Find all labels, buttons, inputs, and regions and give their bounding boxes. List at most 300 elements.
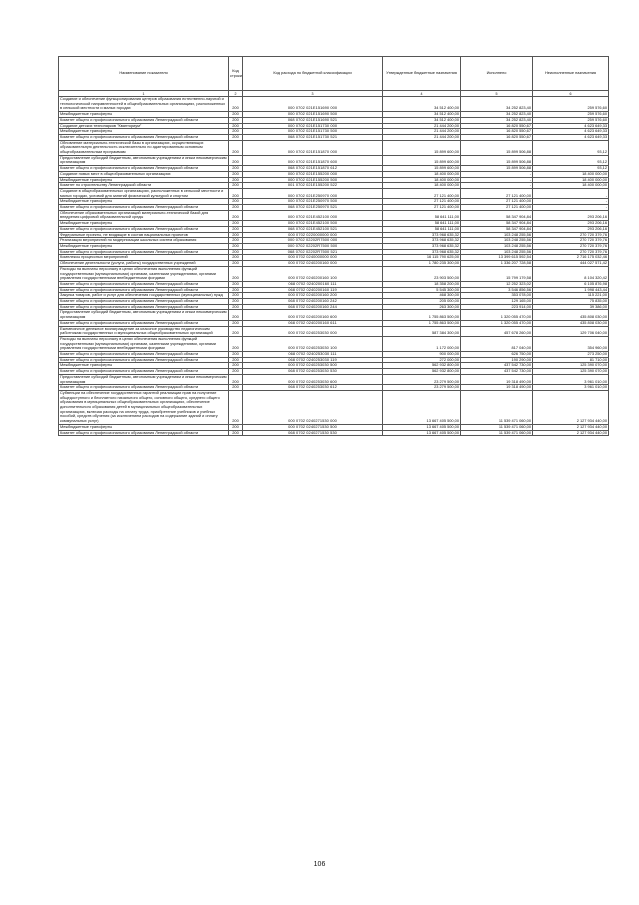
- row-executed: 16 820 550,67: [461, 129, 533, 135]
- row-line-code: 200: [229, 232, 243, 238]
- row-line-code: 200: [229, 281, 243, 287]
- row-budget-code: 068 0702 0240200160 611: [243, 320, 383, 326]
- row-name: Комитет общего и профессионального образования Ленинградской области: [59, 357, 229, 363]
- row-unexecuted: 259 576,60: [533, 112, 609, 118]
- row-line-code: 200: [229, 287, 243, 293]
- row-executed: 353 078,00: [461, 293, 533, 299]
- row-executed: 34 252 823,40: [461, 112, 533, 118]
- row-approved: 16 115 790 625,00: [383, 255, 461, 261]
- row-approved: 15 899 600,00: [383, 166, 461, 172]
- row-executed: 457 678 260,00: [461, 326, 533, 336]
- row-approved: 1 755 863 500,00: [383, 320, 461, 326]
- row-executed: 13 399 615 592,54: [461, 255, 533, 261]
- row-budget-code: 000 0702 021E151870 600: [243, 155, 383, 165]
- row-unexecuted: 259 576,60: [533, 97, 609, 112]
- row-approved: 263 300,00: [383, 304, 461, 310]
- row-approved: 18 358 200,00: [383, 281, 461, 287]
- row-budget-code: 068 0702 0240271530 530: [243, 430, 383, 436]
- row-unexecuted: 293 206,16: [533, 221, 609, 227]
- row-name: Комитет общего и профессионального образования Ленинградской области: [59, 320, 229, 326]
- row-executed: 1 320 055 470,00: [461, 310, 533, 320]
- row-unexecuted: 3 961 010,00: [533, 374, 609, 384]
- row-budget-code: 000 0702 021E151730 500: [243, 129, 383, 135]
- row-name: Межбюджетные трансферты: [59, 243, 229, 249]
- row-approved: 272 000,00: [383, 357, 461, 363]
- row-budget-code: 000 0702 0240200160 100: [243, 266, 383, 281]
- row-name: Межбюджетные трансферты: [59, 129, 229, 135]
- row-executed: 3 546 856,56: [461, 287, 533, 293]
- row-line-code: 200: [229, 385, 243, 391]
- row-approved: 18 400 000,00: [383, 171, 461, 177]
- row-approved: 468 300,00: [383, 293, 461, 299]
- row-executed: 103 248 255,56: [461, 249, 533, 255]
- row-budget-code: 000 0702 021E151690 000: [243, 97, 383, 112]
- row-unexecuted: 2 127 934 440,00: [533, 390, 609, 424]
- row-line-code: 200: [229, 363, 243, 369]
- row-executed: 58 347 904,84: [461, 221, 533, 227]
- row-budget-code: 000 0702 0240271530 000: [243, 390, 383, 424]
- table-row: [59, 310, 609, 320]
- row-approved: 205 000,00: [383, 299, 461, 305]
- row-executed: 1 320 055 470,00: [461, 320, 533, 326]
- row-line-code: 200: [229, 249, 243, 255]
- row-name: Межбюджетные трансферты: [59, 112, 229, 118]
- row-unexecuted: 435 808 030,00: [533, 320, 609, 326]
- table-row: [59, 188, 609, 198]
- row-name: Комитет общего и профессионального образования Ленинградской области: [59, 430, 229, 436]
- row-approved: 373 968 635,32: [383, 232, 461, 238]
- row-executed: 223 914,00: [461, 304, 533, 310]
- row-line-code: 200: [229, 352, 243, 358]
- row-executed: 34 252 823,40: [461, 97, 533, 112]
- row-executed: 19 318 490,00: [461, 374, 533, 384]
- table-row: [59, 266, 609, 281]
- table-row: [59, 97, 609, 112]
- row-approved: 58 641 111,00: [383, 221, 461, 227]
- table-row: [59, 117, 609, 123]
- table-row: [59, 261, 609, 267]
- row-line-code: 200: [229, 326, 243, 336]
- table-row: [59, 326, 609, 336]
- row-name: Комитет общего и профессионального образования Ленинградской области: [59, 249, 229, 255]
- row-budget-code: 000 0702 0240253030 100: [243, 336, 383, 351]
- row-budget-code: 000 0702 0240200160 000: [243, 261, 383, 267]
- row-unexecuted: 81 710,00: [533, 357, 609, 363]
- row-executed: 817 040,00: [461, 336, 533, 351]
- header-approved: Утвержденные бюджетные назначения: [383, 57, 461, 91]
- row-budget-code: 000 0702 021E155200 500: [243, 177, 383, 183]
- table-row: [59, 205, 609, 211]
- row-name: Ежемесячное денежное вознаграждение за классное руководство педагогическим работникам государственных и муниципальных общеобразовательных организаций: [59, 326, 229, 336]
- row-unexecuted: 6 105 876,98: [533, 281, 609, 287]
- row-budget-code: 068 0702 0240200160 244: [243, 304, 383, 310]
- column-number: 2: [229, 91, 243, 97]
- row-line-code: 200: [229, 129, 243, 135]
- row-name: Комитет общего и профессионального образования Ленинградской области: [59, 134, 229, 140]
- row-unexecuted: 4 623 649,33: [533, 123, 609, 129]
- row-approved: 562 932 800,00: [383, 363, 461, 369]
- row-unexecuted: 93,12: [533, 140, 609, 155]
- row-line-code: 200: [229, 336, 243, 351]
- row-unexecuted: 2 127 934 440,00: [533, 430, 609, 436]
- row-executed: 58 347 904,84: [461, 210, 533, 220]
- row-unexecuted: 259 576,60: [533, 117, 609, 123]
- row-name: Комитет общего и профессионального образования Ленинградской области: [59, 352, 229, 358]
- row-name: Комитет общего и профессионального образования Ленинградской области: [59, 369, 229, 375]
- row-budget-code: 068 0702 021E151730 521: [243, 134, 383, 140]
- row-approved: 58 641 111,00: [383, 210, 461, 220]
- row-unexecuted: 4 623 649,33: [533, 129, 609, 135]
- row-unexecuted: 8 104 320,42: [533, 266, 609, 281]
- row-budget-code: 068 0702 021E250970 521: [243, 205, 383, 211]
- row-executed: 437 542 730,00: [461, 363, 533, 369]
- budget-execution-table: [58, 56, 609, 436]
- row-executed: 11 539 471 060,00: [461, 390, 533, 424]
- table-row: [59, 430, 609, 436]
- row-line-code: 200: [229, 199, 243, 205]
- row-name: Расходы на выплаты персоналу в целях обеспечения выполнения функций государственными (муниципальными) органами, казенными учреждениями, органами управления государственными внебюджетными фондами: [59, 336, 229, 351]
- row-unexecuted: -: [533, 205, 609, 211]
- table-row: [59, 134, 609, 140]
- budget-report-sheet: [58, 56, 608, 436]
- table-row: [59, 369, 609, 375]
- table-row: [59, 226, 609, 232]
- row-name: Субвенции на обеспечение государственных гарантий реализации прав на получение общедоступного и бесплатного начального общего, основного общего, среднего общего образования в муниципальных общеобразовательных организациях, обеспечение дополнительного образования детей в муниципальных общеобразовательных организациях, включая расходы на оплату труда, приобретение учебников и учебных пособий, средств обучения (за исключением расходов на содержание зданий и оплату коммунальных услуг): [59, 390, 229, 424]
- row-approved: 27 121 400,00: [383, 188, 461, 198]
- row-executed: 15 899 506,88: [461, 155, 533, 165]
- row-unexecuted: 3 961 010,00: [533, 385, 609, 391]
- row-name: Комитет общего и профессионального образования Ленинградской области: [59, 226, 229, 232]
- row-name: Расходы на выплаты персоналу в целях обеспечения выполнения функций государственными (муниципальными) органами, казенными учреждениями, органами управления государственными внебюджетными фондами: [59, 266, 229, 281]
- row-unexecuted: 270 720 379,76: [533, 238, 609, 244]
- row-executed: 19 318 490,00: [461, 385, 533, 391]
- row-budget-code: 000 0702 02202R7500 500: [243, 243, 383, 249]
- row-name: Создание в общеобразовательных организациях, расположенных в сельской местности и малых городах, условий для занятий физической культурой и спортом: [59, 188, 229, 198]
- row-line-code: 200: [229, 183, 243, 189]
- table-row: [59, 374, 609, 384]
- row-budget-code: 000 0702 0240271530 500: [243, 424, 383, 430]
- row-line-code: 200: [229, 226, 243, 232]
- row-approved: 373 968 635,32: [383, 249, 461, 255]
- row-unexecuted: 125 390 070,00: [533, 363, 609, 369]
- row-approved: 34 512 400,00: [383, 117, 461, 123]
- row-approved: 562 932 800,00: [383, 369, 461, 375]
- row-budget-code: 068 0702 0240253030 530: [243, 369, 383, 375]
- row-budget-code: 068 0702 0240253030 119: [243, 357, 383, 363]
- row-budget-code: 068 0702 021E452100 521: [243, 226, 383, 232]
- row-line-code: 200: [229, 293, 243, 299]
- row-line-code: 200: [229, 243, 243, 249]
- row-executed: 34 252 823,40: [461, 117, 533, 123]
- row-budget-code: 068 0702 02202R7500 521: [243, 249, 383, 255]
- row-line-code: 200: [229, 221, 243, 227]
- row-executed: 15 799 179,58: [461, 266, 533, 281]
- table-row: [59, 304, 609, 310]
- row-approved: 13 667 405 500,00: [383, 430, 461, 436]
- row-unexecuted: 18 400 000,00: [533, 171, 609, 177]
- row-executed: 626 750,00: [461, 352, 533, 358]
- table-row: [59, 238, 609, 244]
- row-unexecuted: 270 720 379,76: [533, 232, 609, 238]
- row-line-code: 200: [229, 205, 243, 211]
- row-name: Обеспечение образовательных организаций материально-технической базой для внедрения цифровой образовательной среды: [59, 210, 229, 220]
- row-budget-code: 068 0702 0240253030 111: [243, 352, 383, 358]
- header-unexecuted: Неисполненные назначения: [533, 57, 609, 91]
- row-budget-code: 068 0702 0240200160 111: [243, 281, 383, 287]
- row-unexecuted: 273 250,00: [533, 352, 609, 358]
- row-approved: 23 279 500,00: [383, 385, 461, 391]
- row-budget-code: 001 0702 021E155200 522: [243, 183, 383, 189]
- column-number: 1: [59, 91, 229, 97]
- row-budget-code: 000 0702 02202R7500 000: [243, 238, 383, 244]
- row-approved: 27 121 400,00: [383, 199, 461, 205]
- row-unexecuted: 129 706 040,00: [533, 326, 609, 336]
- row-line-code: 200: [229, 390, 243, 424]
- row-line-code: 200: [229, 238, 243, 244]
- row-unexecuted: 93,12: [533, 155, 609, 165]
- row-budget-code: 000 0702 021E452100 500: [243, 221, 383, 227]
- row-name: Предоставление субсидий бюджетным, автономным учреждениям и иным некоммерческим организациям: [60, 155, 227, 165]
- row-name: Комитет по строительству Ленинградской области: [59, 183, 229, 189]
- row-name: Межбюджетные трансферты: [59, 199, 229, 205]
- row-line-code: 200: [229, 188, 243, 198]
- row-name: Создание и обеспечение функционирования центров образования естественно-научной и технологической направленностей в общеобразовательных организациях, расположенных в сельской местности и малых городах: [59, 97, 229, 112]
- row-line-code: 200: [229, 140, 243, 155]
- table-row: [59, 320, 609, 326]
- row-executed: 1 336 207 728,58: [461, 261, 533, 267]
- row-executed: 103 248 255,56: [461, 232, 533, 238]
- row-approved: 18 400 000,00: [383, 177, 461, 183]
- row-unexecuted: -: [533, 199, 609, 205]
- row-line-code: 200: [229, 357, 243, 363]
- row-unexecuted: 115 221,00: [533, 293, 609, 299]
- row-executed: -: [461, 183, 533, 189]
- row-name: Межбюджетные трансферты: [59, 177, 229, 183]
- table-row: [59, 210, 609, 220]
- row-name: Обновление материально-технической базы в организациях, осуществляющих образовательную деятельность исключительно по адаптированным основным общеобразовательным программам: [59, 140, 229, 155]
- row-unexecuted: 354 960,00: [533, 336, 609, 351]
- row-unexecuted: 18 400 000,00: [533, 177, 609, 183]
- row-executed: 11 539 471 060,00: [461, 430, 533, 436]
- table-row: [59, 140, 609, 155]
- row-unexecuted: -: [533, 188, 609, 198]
- row-unexecuted: 18 400 000,00: [533, 183, 609, 189]
- row-executed: 16 820 550,67: [461, 134, 533, 140]
- row-approved: 373 968 635,32: [383, 243, 461, 249]
- row-line-code: 200: [229, 117, 243, 123]
- row-line-code: 200: [229, 255, 243, 261]
- row-name: Федеральные проекты, не входящие в состав национальных проектов: [59, 232, 229, 238]
- row-name: Межбюджетные трансферты: [59, 221, 229, 227]
- row-unexecuted: 270 720 379,76: [533, 243, 609, 249]
- row-name: Предоставление субсидий бюджетным, автономным учреждениям и иным некоммерческим организациям: [60, 309, 227, 320]
- header-name: Наименование показателя: [59, 57, 229, 91]
- row-executed: 12 252 323,02: [461, 281, 533, 287]
- row-executed: 27 121 400,00: [461, 188, 533, 198]
- column-number: 4: [383, 91, 461, 97]
- page-number: 106: [313, 861, 326, 868]
- row-executed: 27 121 400,00: [461, 199, 533, 205]
- row-executed: 103 248 255,56: [461, 238, 533, 244]
- table-row: [59, 352, 609, 358]
- table-row: [59, 385, 609, 391]
- table-row: [59, 293, 609, 299]
- row-budget-code: 000 0702 021E151870 000: [243, 140, 383, 155]
- row-name: Предоставление субсидий бюджетным, автономным учреждениям и иным некоммерческим организациям: [60, 374, 227, 384]
- row-budget-code: 068 0702 0240200160 119: [243, 287, 383, 293]
- row-approved: 1 172 000,00: [383, 336, 461, 351]
- row-line-code: 200: [229, 374, 243, 384]
- header-budget-code: Код расхода по бюджетной классификации: [243, 57, 383, 91]
- row-approved: 5 545 300,00: [383, 287, 461, 293]
- row-approved: 58 641 111,00: [383, 226, 461, 232]
- header-executed: Исполнено: [461, 57, 533, 91]
- row-budget-code: 068 0702 0240200160 242: [243, 299, 383, 305]
- row-name: Комитет общего и профессионального образования Ленинградской области: [59, 166, 229, 172]
- table-header-row: [59, 57, 609, 91]
- row-line-code: 200: [229, 97, 243, 112]
- row-line-code: 200: [229, 134, 243, 140]
- row-line-code: 200: [229, 123, 243, 129]
- row-name: Комитет общего и профессионального образования Ленинградской области: [59, 385, 229, 391]
- row-approved: 34 512 400,00: [383, 97, 461, 112]
- row-executed: 129 165,00: [461, 299, 533, 305]
- row-approved: 1 755 863 500,00: [383, 310, 461, 320]
- row-name: Комитет общего и профессионального образования Ленинградской области: [59, 287, 229, 293]
- row-unexecuted: 39 386,00: [533, 304, 609, 310]
- row-line-code: 200: [229, 299, 243, 305]
- row-line-code: 200: [229, 266, 243, 281]
- row-budget-code: 000 0702 0220000000 000: [243, 232, 383, 238]
- table-body: [59, 97, 609, 436]
- row-executed: 27 121 400,00: [461, 205, 533, 211]
- row-budget-code: 000 0702 0240253030 000: [243, 326, 383, 336]
- row-name: Комитет общего и профессионального образования Ленинградской области: [59, 299, 229, 305]
- row-unexecuted: 435 808 030,00: [533, 310, 609, 320]
- row-unexecuted: 2 127 934 440,00: [533, 424, 609, 430]
- row-name: Закупка товаров, работ и услуг для обеспечения государственных (муниципальных) нужд: [59, 293, 229, 299]
- row-approved: 13 667 405 500,00: [383, 390, 461, 424]
- row-executed: -: [461, 177, 533, 183]
- row-executed: 58 347 904,84: [461, 226, 533, 232]
- row-executed: 16 820 550,67: [461, 123, 533, 129]
- row-budget-code: 000 0702 0240200160 200: [243, 293, 383, 299]
- row-budget-code: 000 0702 021E250970 000: [243, 188, 383, 198]
- row-line-code: 200: [229, 424, 243, 430]
- row-unexecuted: 293 206,16: [533, 226, 609, 232]
- row-approved: 21 444 200,00: [383, 129, 461, 135]
- row-approved: 15 899 600,00: [383, 140, 461, 155]
- row-unexecuted: 93,12: [533, 166, 609, 172]
- column-number: 6: [533, 91, 609, 97]
- table-row: [59, 357, 609, 363]
- row-name: Межбюджетные трансферты: [59, 424, 229, 430]
- row-budget-code: 000 0702 0240200160 600: [243, 310, 383, 320]
- table-row: [59, 155, 609, 165]
- row-name: Создание новых мест в общеобразовательных организациях: [59, 171, 229, 177]
- row-line-code: 200: [229, 320, 243, 326]
- row-budget-code: 000 0702 021E155200 000: [243, 171, 383, 177]
- row-approved: 21 444 200,00: [383, 134, 461, 140]
- row-approved: 18 400 000,00: [383, 183, 461, 189]
- row-unexecuted: 2 716 175 032,46: [533, 255, 609, 261]
- row-budget-code: 000 0702 0240253030 600: [243, 374, 383, 384]
- row-approved: 21 444 200,00: [383, 123, 461, 129]
- row-budget-code: 000 0702 021E250970 500: [243, 199, 383, 205]
- row-executed: 15 899 506,88: [461, 166, 533, 172]
- row-approved: 900 000,00: [383, 352, 461, 358]
- row-unexecuted: 4 623 649,33: [533, 134, 609, 140]
- row-executed: 103 248 255,56: [461, 243, 533, 249]
- row-line-code: 200: [229, 166, 243, 172]
- row-line-code: 200: [229, 210, 243, 220]
- table-row: [59, 281, 609, 287]
- row-unexecuted: 125 390 070,00: [533, 369, 609, 375]
- row-unexecuted: 293 206,16: [533, 210, 609, 220]
- row-line-code: 200: [229, 261, 243, 267]
- table-row: [59, 299, 609, 305]
- table-row: [59, 123, 609, 129]
- column-number: 5: [461, 91, 533, 97]
- row-name: Межбюджетные трансферты: [59, 363, 229, 369]
- row-unexecuted: 270 720 379,76: [533, 249, 609, 255]
- row-approved: 13 667 405 500,00: [383, 424, 461, 430]
- row-line-code: 200: [229, 112, 243, 118]
- row-line-code: 200: [229, 310, 243, 320]
- row-name: Реализация мероприятий по модернизации школьных систем образования: [59, 238, 229, 244]
- table-row: [59, 390, 609, 424]
- row-unexecuted: 75 835,00: [533, 299, 609, 305]
- row-budget-code: 000 0702 0240253030 500: [243, 363, 383, 369]
- row-name: Комплексы процессных мероприятий: [59, 255, 229, 261]
- table-row: [59, 287, 609, 293]
- row-executed: 15 899 506,88: [461, 140, 533, 155]
- row-line-code: 200: [229, 430, 243, 436]
- row-executed: 437 542 730,00: [461, 369, 533, 375]
- row-name: Комитет общего и профессионального образования Ленинградской области: [59, 281, 229, 287]
- row-approved: 373 968 635,32: [383, 238, 461, 244]
- row-budget-code: 000 0702 021E151730 000: [243, 123, 383, 129]
- row-name: Обеспечение деятельности (услуги, работы) государственных учреждений: [59, 261, 229, 267]
- row-executed: 11 539 471 060,00: [461, 424, 533, 430]
- row-unexecuted: 444 027 571,42: [533, 261, 609, 267]
- row-name: Комитет общего и профессионального образования Ленинградской области: [59, 304, 229, 310]
- table-row: [59, 336, 609, 351]
- row-budget-code: 068 0702 0240253030 612: [243, 385, 383, 391]
- row-budget-code: 000 0702 021E151690 500: [243, 112, 383, 118]
- header-line-code: Код строки: [229, 57, 243, 91]
- row-approved: 1 780 235 300,00: [383, 261, 461, 267]
- row-name: Создание детских технопарков "Кванториум": [59, 123, 229, 129]
- table-row: [59, 166, 609, 172]
- row-budget-code: 000 0702 0240000000 000: [243, 255, 383, 261]
- row-executed: -: [461, 171, 533, 177]
- row-approved: 15 899 600,00: [383, 155, 461, 165]
- row-approved: 27 121 400,00: [383, 205, 461, 211]
- row-approved: 23 279 500,00: [383, 374, 461, 384]
- table-row: [59, 249, 609, 255]
- row-executed: 190 290,00: [461, 357, 533, 363]
- row-line-code: 200: [229, 369, 243, 375]
- table-row: [59, 232, 609, 238]
- row-budget-code: 068 0702 021E151690 521: [243, 117, 383, 123]
- row-approved: 23 903 500,00: [383, 266, 461, 281]
- row-budget-code: 000 0702 021E452100 000: [243, 210, 383, 220]
- column-number: 3: [243, 91, 383, 97]
- row-approved: 34 512 400,00: [383, 112, 461, 118]
- row-name: Комитет общего и профессионального образования Ленинградской области: [59, 205, 229, 211]
- row-line-code: 200: [229, 304, 243, 310]
